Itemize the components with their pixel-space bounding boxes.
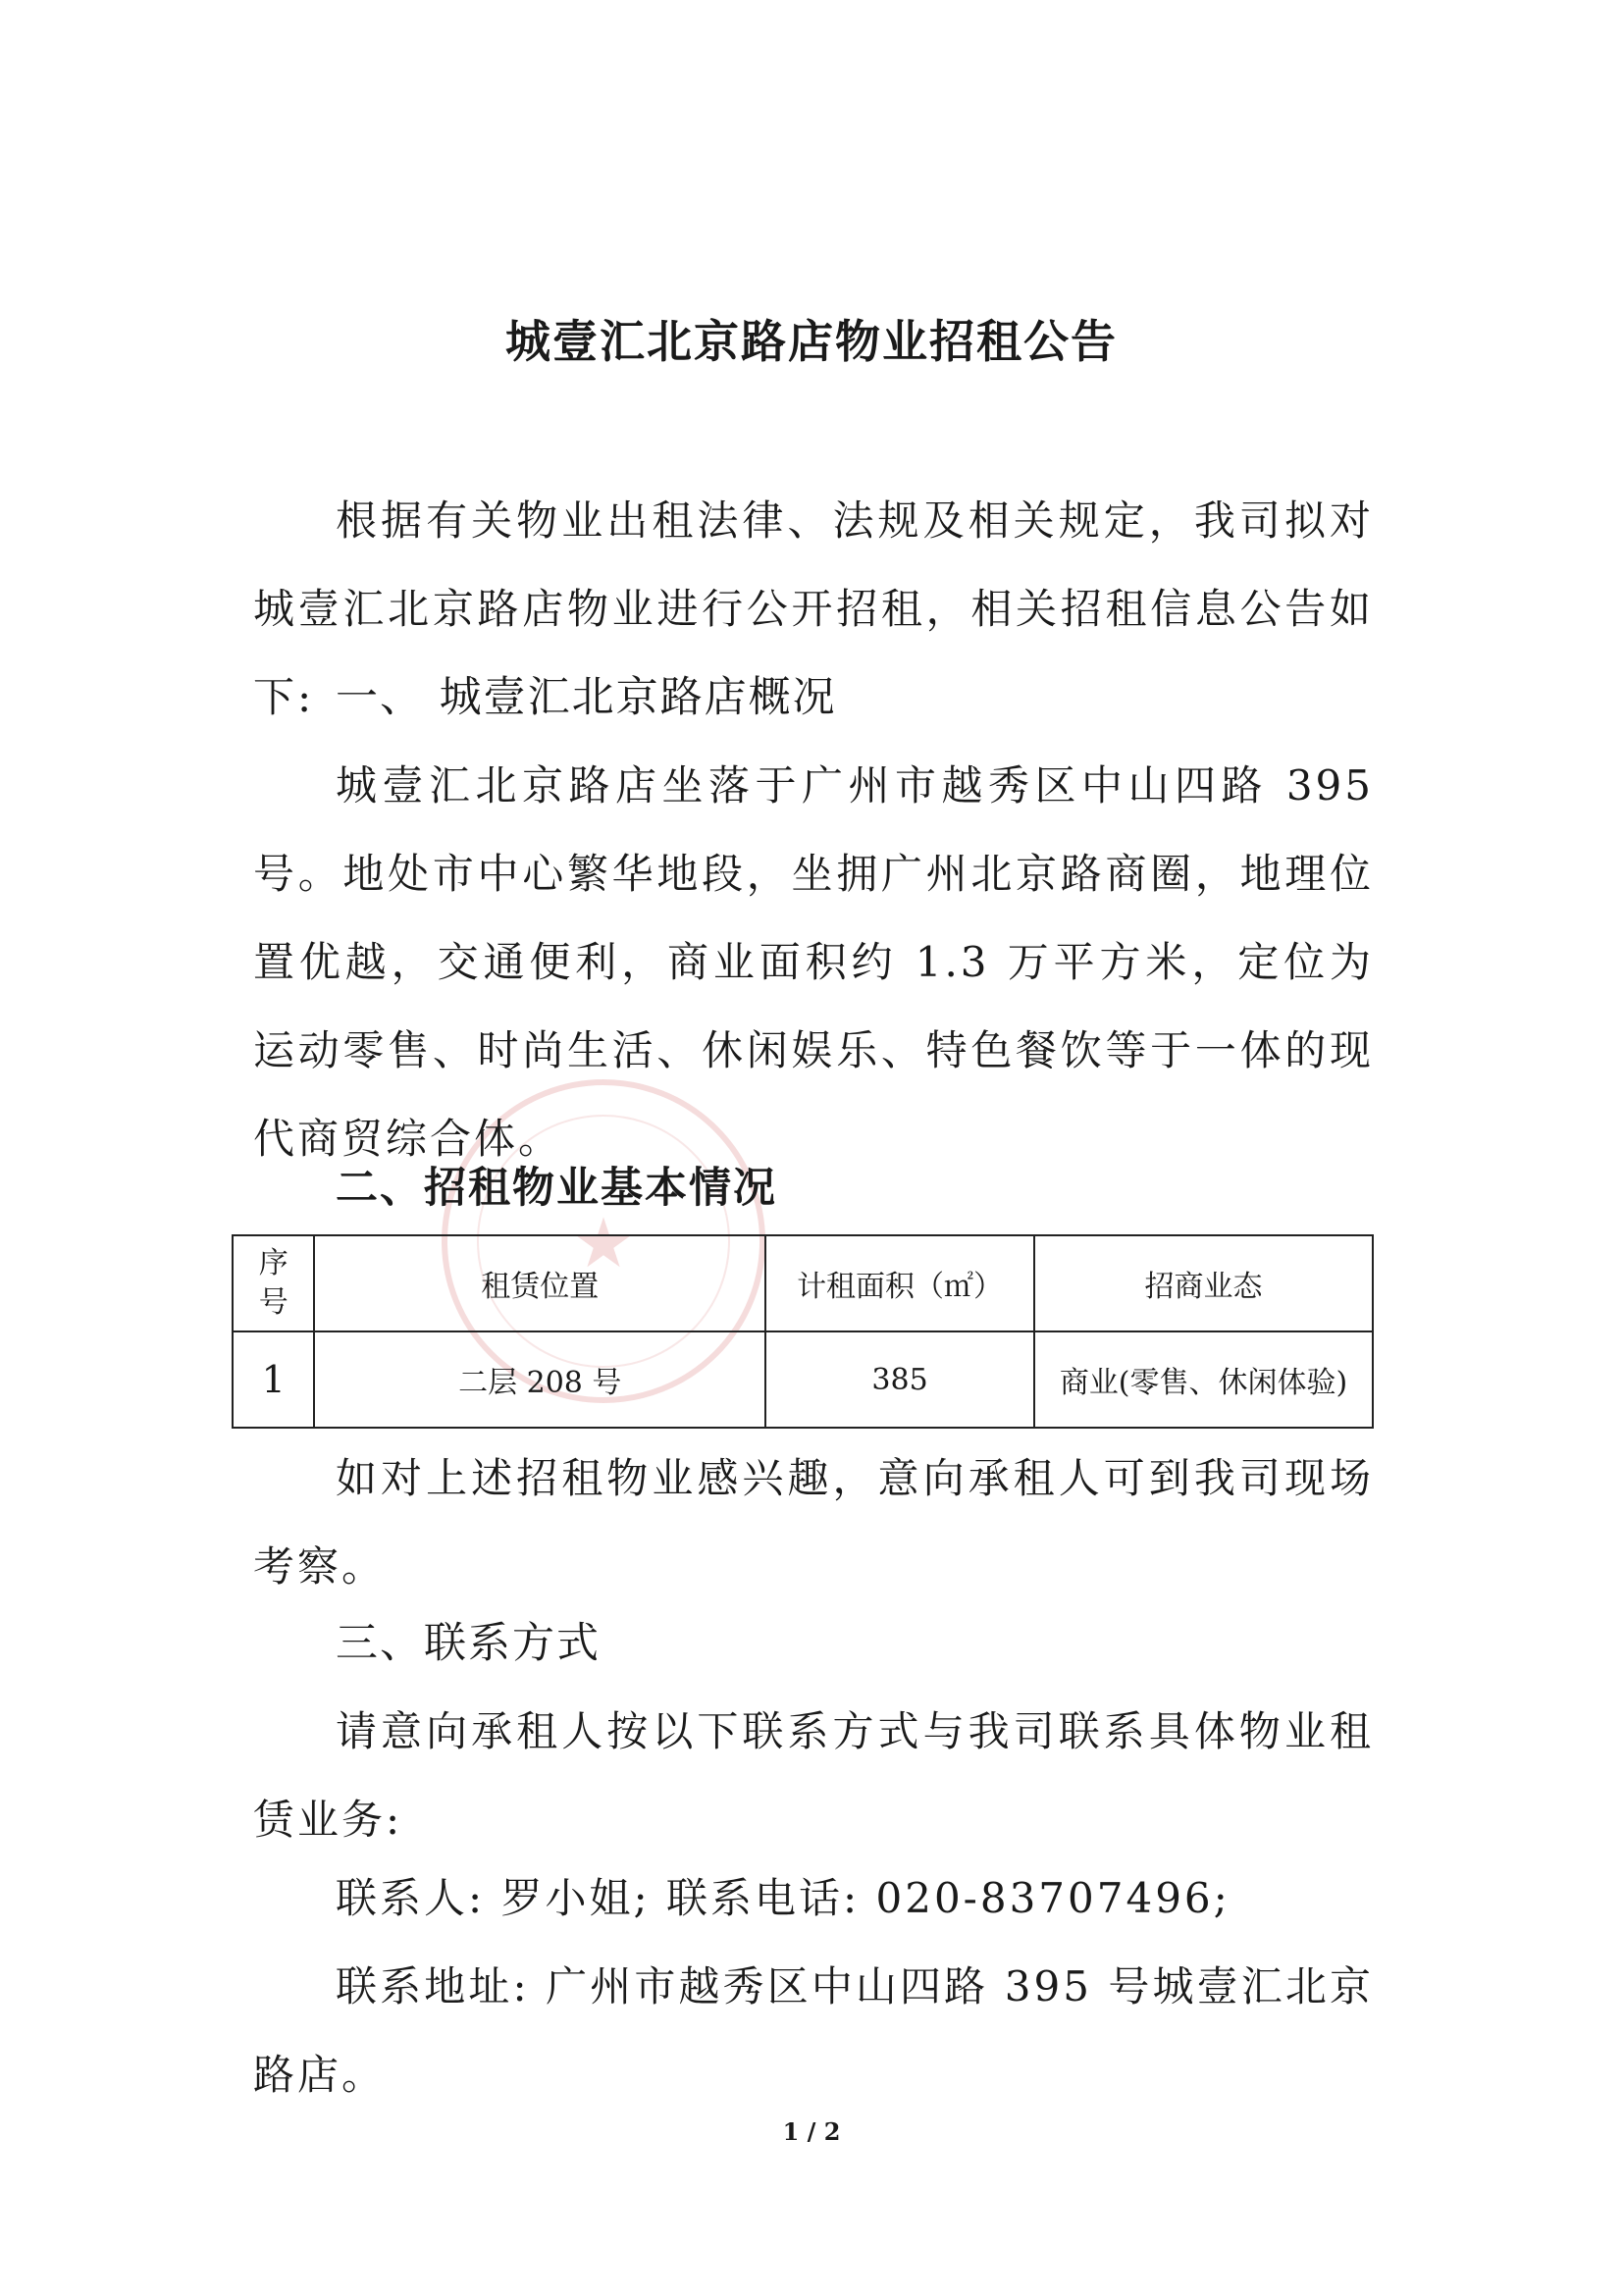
header-seq: 序 号 (233, 1235, 314, 1331)
section2-note: 如对上述招租物业感兴趣，意向承租人可到我司现场考察。 (253, 1454, 1374, 1591)
table-header-row (233, 1235, 1373, 1331)
page-number: 1 / 2 (782, 2117, 841, 2146)
header-business: 招商业态 (1034, 1235, 1373, 1331)
contact-address-line: 联系地址: 广州市越秀区中山四路 395 号城壹汇北京路店。 (253, 1962, 1374, 2099)
section2-heading: 二、招租物业基本情况 (336, 1164, 777, 1213)
section3-heading: 三、联系方式 (336, 1619, 601, 1668)
table-row (233, 1331, 1373, 1428)
contact-person-line: 联系人: 罗小姐; 联系电话: 020-83707496; (336, 1874, 1230, 1922)
intro-paragraph: 根据有关物业出租法律、法规及相关规定，我司拟对城壹汇北京路店物业进行公开招租，相关招租信息公告如下: (253, 496, 1374, 721)
section1-body: 城壹汇北京路店坐落于广州市越秀区中山四路 395 号。地处市中心繁华地段，坐拥广州北京路商圈，地理位置优越，交通便利，商业面积约 1.3 万平方米，定位为运动零售、时尚生活、休闲娱乐、特色餐饮等于一体的现代商贸综合体。 (253, 761, 1374, 1163)
header-location: 租赁位置 (314, 1235, 765, 1331)
section3-body: 请意向承租人按以下联系方式与我司联系具体物业租赁业务: (253, 1707, 1374, 1844)
section1-heading: 一、 城壹汇北京路店概况 (336, 673, 837, 722)
cell-area: 385 (765, 1331, 1034, 1428)
page-title: 城壹汇北京路店物业招租公告 (505, 315, 1118, 368)
header-area: 计租面积（㎡） (765, 1235, 1034, 1331)
seal-star-icon: ★ (572, 1203, 635, 1283)
cell-seq: 1 (233, 1331, 314, 1428)
cell-location: 二层 208 号 (314, 1331, 765, 1428)
rental-property-table (232, 1234, 1374, 1429)
cell-business: 商业(零售、休闲体验) (1034, 1331, 1373, 1428)
